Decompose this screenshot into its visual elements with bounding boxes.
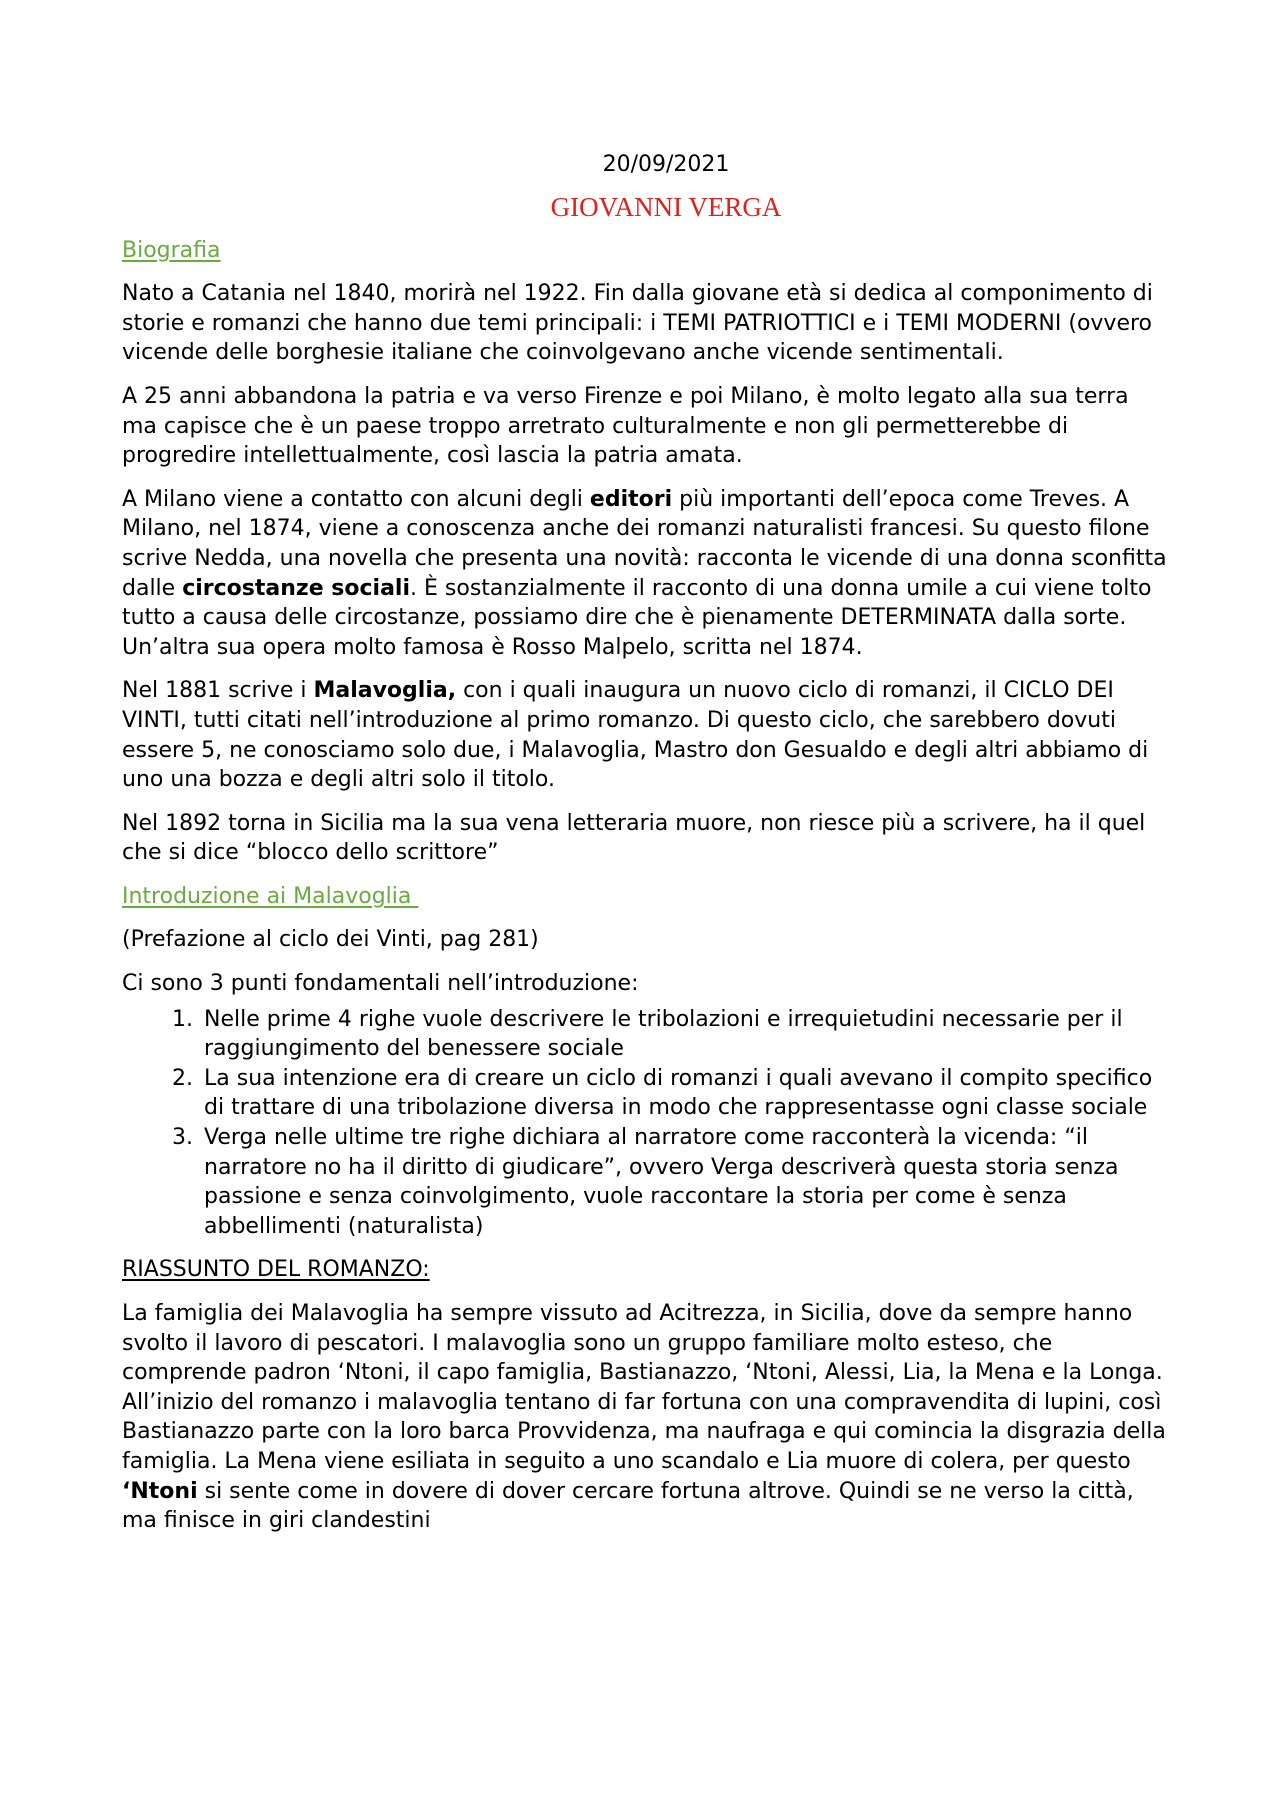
document-title: GIOVANNI VERGA: [550, 191, 782, 222]
text-run: La famiglia dei Malavoglia ha sempre vissuto ad Acitrezza, in Sicilia, dove da sempre hanno svolto il lavoro di pescatori. I malavoglia sono un gruppo familiare molto esteso, che comprende padron ‘Ntoni, il capo famiglia, Bastianazzo, ‘Ntoni, Alessi, Lia, la Mena e la Longa. All’inizio del romanzo i malavoglia tentano di far fortuna con una compravendita di lupini, così Bastianazzo parte con la loro barca Provvidenza, ma naufraga e qui comincia la disgrazia della famiglia. La Mena viene esiliata in seguito a uno scandalo e Lia muore di colera, per questo: [122, 1301, 1166, 1474]
paragraph-milan-move: A 25 anni abbandona la patria e va verso Firenze e poi Milano, è molto legato alla sua terra ma capisce che è un paese troppo arretrato culturalmente e non gli permetterebbe di progredire intellettualmente, così lascia la patria amata.: [122, 383, 1129, 469]
section-heading-riassunto: RIASSUNTO DEL ROMANZO:: [122, 1257, 430, 1283]
paragraph-birth: Nato a Catania nel 1840, morirà nel 1922. Fin dalla giovane età si dedica al componimento di storie e romanzi che hanno due temi principali: i TEMI PATRIOTTICI e i TEMI MODERNI (ovvero vicende delle borghesie italiane che coinvolgevano anche vicende sentimentali.: [122, 281, 1153, 366]
paragraph-riassunto: [122, 1299, 1170, 1536]
list-item: 1. Nelle prime 4 righe vuole descrivere le tribolazioni e irrequietudini necessarie per il raggiungimento del benessere sociale: [200, 1005, 1170, 1064]
list-item: 3. Verga nelle ultime tre righe dichiara al narratore come racconterà la vicenda: “il narratore no ha il diritto di giudicare”, ovvero Verga descriverà questa storia senza passione e senza coinvolgimento, vuole raccontare la storia per come è senza abbellimenti (naturalista): [200, 1123, 1170, 1241]
list-item: 2. La sua intenzione era di creare un ciclo di romanzi i quali avevano il compito specifico di trattare di una tribolazione diversa in modo che rappresentasse ogni classe sociale: [200, 1064, 1170, 1123]
paragraph-malavoglia: [122, 676, 1170, 794]
bold-ntoni: ‘Ntoni: [122, 1478, 198, 1504]
text-run: più importanti dell’epoca come Treves. A Milano, nel 1874, viene a conoscenza anche dei romanzi naturalisti francesi. Su questo filone scrive Nedda, una novella che presenta una novità: racconta le vicende di una donna sconfitta dalle: [122, 486, 1167, 601]
paragraph-punti: Ci sono 3 punti fondamentali nell’introduzione:: [122, 971, 639, 997]
numbered-list: [122, 1005, 1170, 1242]
document-date: 20/09/2021: [602, 152, 730, 177]
paragraph-prefazione: (Prefazione al ciclo dei Vinti, pag 281): [122, 927, 539, 953]
document-page: [122, 150, 1170, 1550]
section-heading-biografia: Biografia: [122, 237, 221, 263]
bold-malavoglia: Malavoglia,: [313, 678, 457, 704]
bold-editori: editori: [589, 486, 673, 512]
text-run: . È sostanzialmente il racconto di una donna umile a cui viene tolto tutto a causa delle circostanze, possiamo dire che è pienamente DETERMINATA dalla sorte. Un’altra sua opera molto famosa è Rosso Malpelo, scritta nel 1874.: [122, 575, 1152, 660]
section-heading-introduzione: Introduzione ai Malavoglia: [122, 883, 419, 909]
text-run: si sente come in dovere di dover cercare fortuna altrove. Quindi se ne verso la città, ma finisce in giri clandestini: [122, 1478, 1134, 1534]
bold-circostanze-sociali: circostanze sociali: [182, 575, 411, 601]
text-run: con i quali inaugura un nuovo ciclo di romanzi, il CICLO DEI VINTI, tutti citati nell’introduzione al primo romanzo. Di questo ciclo, che sarebbero dovuti essere 5, ne conosciamo solo due, i Malavoglia, Mastro don Gesualdo e degli altri abbiamo di uno una bozza e degli altri solo il titolo.: [122, 678, 1149, 793]
text-run: Nel 1881 scrive i: [122, 678, 314, 704]
paragraph-editors: [122, 485, 1170, 663]
paragraph-sicily-return: Nel 1892 torna in Sicilia ma la sua vena letteraria muore, non riesce più a scrivere, ha il quel che si dice “blocco dello scrittore”: [122, 810, 1146, 866]
text-run: A Milano viene a contatto con alcuni degli: [122, 486, 590, 512]
